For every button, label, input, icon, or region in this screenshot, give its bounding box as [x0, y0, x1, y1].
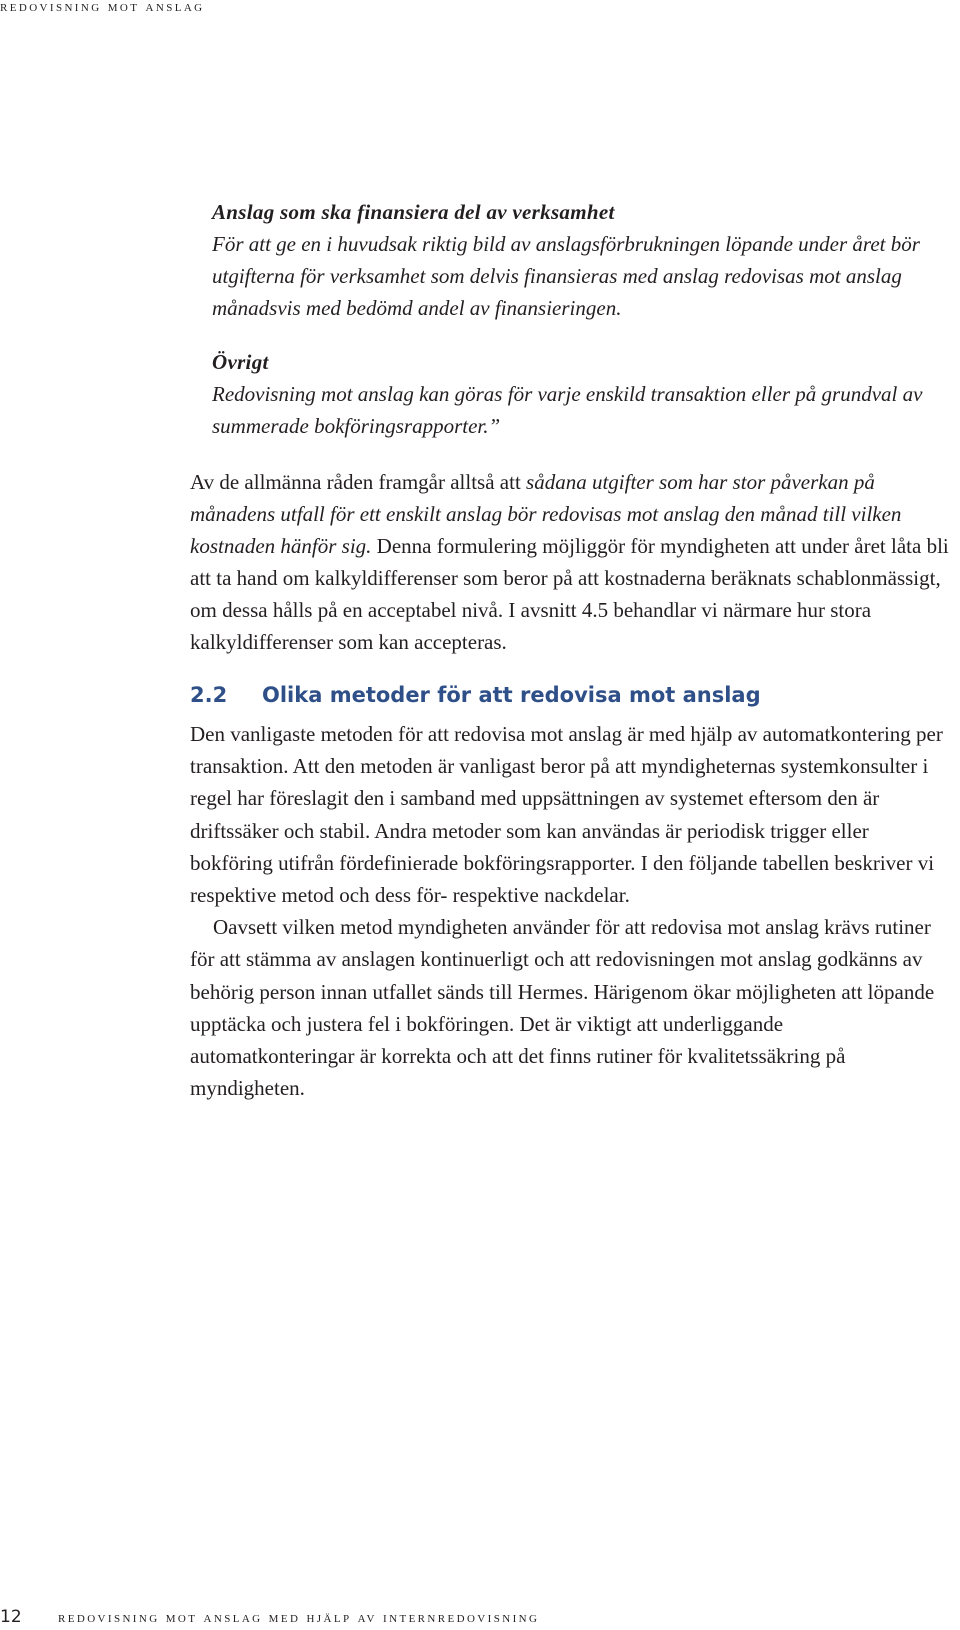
page-footer [0, 1607, 539, 1628]
quote-paragraph-financing: För att ge en i huvudsak riktig bild av anslagsförbrukningen löpande under året bör utgifterna för verksamhet som delvis finansieras med anslag redovisas mot anslag månadsvis med bedömd andel av finansieringen. [212, 232, 920, 320]
quote-paragraph-other: Redovisning mot anslag kan göras för varje enskild transaktion eller på grundval av summerade bokföringsrapporter.” [212, 382, 923, 438]
body-paragraph-block [190, 466, 952, 658]
quote-heading-financing: Anslag som ska finansiera del av verksamhet [212, 200, 615, 224]
footer-book-title: redovisning mot anslag med hjälp av internredovisning [58, 1610, 540, 1626]
section-body [190, 718, 952, 1104]
section-paragraph-routines: Oavsett vilken metod myndigheten använder för att redovisa mot anslag krävs rutiner för att stämma av anslagen kontinuerligt och att redovisningen mot anslag godkänns av behörig person innan utfallet sänds till Hermes. Härigenom ökar möjligheten att löpande upptäcka och justera fel i bokföringen. Det är viktigt att underliggande automatkonteringar är korrekta och att det finns rutiner för kvalitetssäkring på myndigheten. [190, 915, 935, 1101]
page-number: 12 [0, 1607, 22, 1627]
quote-heading-other: Övrigt [212, 350, 269, 374]
body-text-intro: Av de allmänna råden framgår alltså att [190, 470, 527, 494]
body-text-continuation: Denna formulering möjliggör för myndigheten att under året låta bli att ta hand om kalkyldifferenser som beror på att kostnaderna beräknats schablonmässigt, om dessa hålls på en acceptabel nivå. I avsnitt 4.5 behandlar vi närmare hur stora kalkyldifferenser som kan accepteras. [190, 534, 949, 654]
body-paragraph-general-advice [190, 466, 952, 658]
section-number: 2.2 [190, 683, 228, 707]
section-heading [190, 681, 952, 709]
quote-block [212, 196, 952, 442]
body-text-emphasis: sådana utgifter som har stor påverkan på månadens utfall för ett enskilt anslag bör redovisas mot anslag den månad till vilken kostnaden hänför sig. [190, 470, 902, 558]
running-header: redovisning mot anslag [0, 0, 205, 15]
section-title: Olika metoder för att redovisa mot anslag [262, 683, 761, 707]
section-paragraph-methods: Den vanligaste metoden för att redovisa mot anslag är med hjälp av automatkontering per transaktion. Att den metoden är vanligast beror på att myndigheternas systemkonsulter i regel har föreslagit den i samband med uppsättningen av systemet eftersom den är driftssäker och stabil. Andra metoder som kan användas är periodisk trigger eller bokföring utifrån fördefinierade bokföringsrapporter. I den följande tabellen beskriver vi respektive metod och dess för- respektive nackdelar. [190, 722, 943, 908]
quote-spacer [212, 324, 952, 346]
